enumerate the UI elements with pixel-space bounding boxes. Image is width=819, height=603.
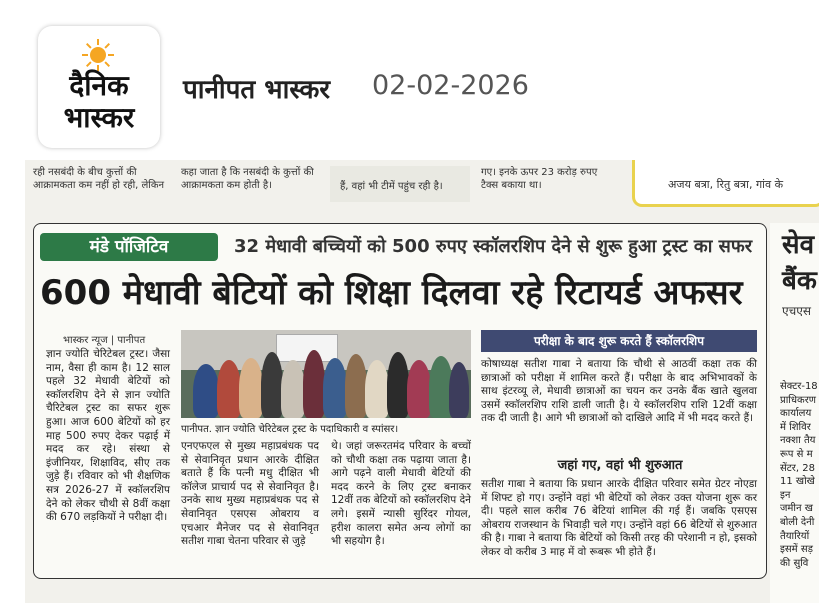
article-byline: भास्कर न्यूज | पानीपत <box>63 335 146 346</box>
strip-column-mid <box>181 166 314 192</box>
article-column-3: थे। जहां जरूरतमंद परिवार के बच्चों को चौथी कक्षा तक पढ़ाया जाता है। आगे पढ़ने वाली मेधावी बेटियों की मदद करने के लिए ट्रस्ट बनाकर 12वीं तक बेटियों को स्कॉलरशिप देने लगे। इसमें न्यासी सुरिंदर गोयल, हरीश कालरा समेत अन्य लोगों का भी सहयोग है। <box>331 440 471 548</box>
adjacent-body <box>780 380 819 570</box>
adjacent-line: नक्शा तैय <box>780 435 816 447</box>
strip-line: कहा जाता है कि नसबंदी के कुत्तों की <box>181 167 314 178</box>
strip-line: रही नसबंदी के बीच कुत्तों की <box>33 167 137 178</box>
subheading-scholarship: परीक्षा के बाद शुरू करते हैं स्कॉलरशिप <box>481 330 757 352</box>
adjacent-line: जमीन ख <box>780 503 813 515</box>
article-column-1: ज्ञान ज्योति चेरिटेबल ट्रस्ट। जैसा नाम, वैसा ही काम है। 12 साल पहले 32 मेधावी बेटियों को स्कॉलरशिप देने से ज्ञान ज्योति चैरिटेबल ट्रस्ट का सफर शुरू हुआ। आज 600 बेटियों को हर माह 500 रुपए देकर पढ़ाई में मदद कर रहे। संस्था से इंजीनियर, शिक्षाविद, सीए तक जुड़े हैं। रविवार को भी शैक्षणिक सत्र 2026-27 में स्कॉलरशिप देने को लेकर चौथी से 8वीं कक्षा की 670 लड़कियों ने परीक्षा दी। <box>46 348 170 524</box>
sun-icon <box>81 38 115 72</box>
adjacent-line: इन <box>780 489 791 501</box>
adjacent-line: सेंटर, 28 <box>780 462 815 474</box>
strip-line: टैक्स बकाया था। <box>481 180 542 191</box>
group-photo[interactable] <box>181 330 471 418</box>
adjacent-headline-line: सेव <box>782 230 815 260</box>
adjacent-line: की सुवि <box>780 557 809 569</box>
photo-person <box>303 350 325 418</box>
strip-card-text: हैं, वहां भी टीमें पहुंच रही है। <box>340 181 443 192</box>
photo-person <box>217 360 241 418</box>
adjacent-headline-line: बैंक <box>782 266 817 296</box>
logo-text-line1: दैनिक <box>69 69 129 102</box>
strip-column-right <box>481 166 597 192</box>
logo-text-line2: भास्कर <box>63 101 135 134</box>
app-header <box>0 0 819 160</box>
adjacent-line: इसमें सड़ <box>780 544 813 556</box>
edition-date: 02-02-2026 <box>372 70 529 101</box>
photo-person <box>449 362 469 418</box>
photo-person <box>239 358 263 418</box>
article-kicker: 32 मेधावी बच्चियों को 500 रुपए स्कॉलरशिप देने से शुरू हुआ ट्रस्ट का सफर <box>234 236 753 257</box>
adjacent-line: बोली देनी <box>780 516 815 528</box>
photo-person <box>261 352 283 418</box>
publication-logo[interactable] <box>38 26 160 148</box>
strip-column-left <box>33 166 164 192</box>
subheading-start: जहां गए, वहां भी शुरुआत <box>557 458 683 473</box>
photo-caption: पानीपत. ज्ञान ज्योति चेरिटेबल ट्रस्ट के पदाधिकारी व स्पांसर। <box>181 424 399 435</box>
adjacent-subhead: एचएस <box>782 304 812 318</box>
strip-line: आक्रामकता कम नहीं हो रही, लेकिन <box>33 180 165 191</box>
photo-person <box>281 360 305 418</box>
article-right-para-2: सतीश गाबा ने बताया कि प्रधान आरके दीक्षित परिवार समेत ग्रेटर नोएडा में शिफ्ट हो गए। उन्होंने वहां भी बेटियों को लेकर उक्त योजना शुरू कर दी। पहले साल करीब 76 बेटियां शामिल की गई हैं। जबकि एसएस ओबराय राजस्थान के भिवाड़ी चले गए। उन्होंने वहां 66 बेटियों से शुरुआत की है। गाबा ने बताया कि बेटियों को किसी तरह की परेशानी न हो, इसको लेकर वो करीब 3 माह में वो रूबरू भी होते हैं। <box>481 478 757 558</box>
article-column-2: एनएफएल से मुख्य महाप्रबंधक पद से सेवानिवृत प्रधान आरके दीक्षित बताते हैं कि पत्नी मधु दीक्षित भी कॉलेज प्राचार्य पद से सेवानिवृत है। उनके साथ मुख्य महाप्रबंधक पद से सेवानिवृत एसएस ओबराय व एचआर मैनेजर पद से सेवानिवृत सतीश गाबा चेतना परिवार से जुड़े <box>181 440 319 548</box>
photo-person <box>323 358 347 418</box>
adjacent-line: 11 खोखे <box>780 476 815 488</box>
photo-person <box>407 360 431 418</box>
edition-title: पानीपत भास्कर <box>183 75 331 105</box>
strip-line: गए। इनके ऊपर 23 करोड़ रुपए <box>481 167 598 178</box>
article-headline: 600 मेधावी बेटियों को शिक्षा दिलवा रहे रिटायर्ड अफसर <box>40 273 743 313</box>
adjacent-line: में शिविर <box>780 421 811 433</box>
photo-person <box>345 354 367 418</box>
photo-person <box>387 352 409 418</box>
adjacent-line: तैयारियों <box>780 530 810 542</box>
adjacent-line: कार्यालय <box>780 408 812 420</box>
strip-far-right: अजय बत्रा, रितु बत्रा, गांव के <box>668 178 784 191</box>
adjacent-line: रूप से म <box>780 448 813 460</box>
adjacent-line: प्राधिकरण <box>780 394 817 406</box>
photo-person <box>365 360 389 418</box>
strip-line: आक्रामकता कम होती है। <box>181 180 272 191</box>
photo-person <box>193 364 219 418</box>
section-badge: मंडे पॉजिटिव <box>40 233 218 261</box>
adjacent-line: सेक्टर-18 <box>780 381 818 392</box>
article-right-para-1: कोषाध्यक्ष सतीश गाबा ने बताया कि चौथी से आठवीं कक्षा तक की छात्राओं को परीक्षा में शामिल करते हैं। परीक्षा के बाद अभिभावकों के साथ इंटरव्यू ले, मेधावी छात्राओं का चयन कर उनके बैंक खाते खुलवा उसमें स्कॉलरशिप राशि डाली जाती है। ये स्कॉलरशिप राशि 12वीं कक्षा तक दी जाती है। आगे भी छात्राओं को दाखिले आदि में भी मदद करते हैं। <box>481 358 757 425</box>
adjacent-headline <box>782 227 817 299</box>
